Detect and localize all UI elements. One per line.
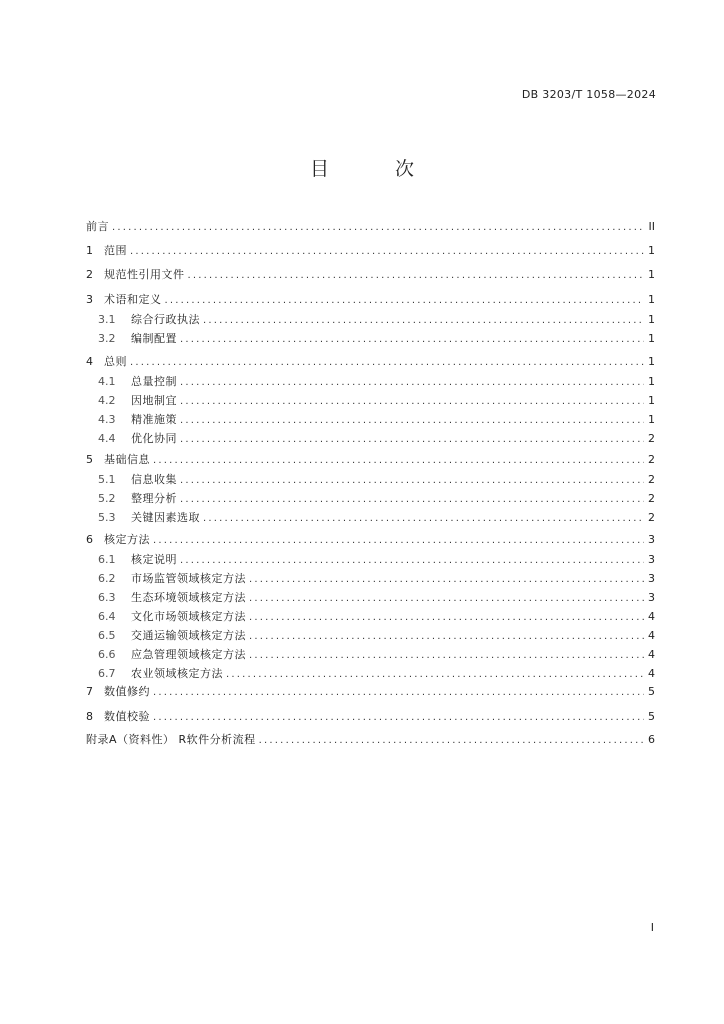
toc-entry[interactable] xyxy=(98,608,655,627)
toc-entry-number: 4.3 xyxy=(98,413,116,426)
dot-leader xyxy=(153,455,644,466)
dot-leader xyxy=(249,650,644,661)
toc-entry-title: 应急管理领域核定方法 xyxy=(131,648,246,661)
toc-entry-title: 农业领域核定方法 xyxy=(131,667,223,680)
toc-entry-title: 范围 xyxy=(104,244,127,257)
toc-entry-title: 信息收集 xyxy=(131,473,177,486)
toc-entry-page: 3 xyxy=(648,553,655,566)
toc-entry-number: 3.2 xyxy=(98,332,116,345)
toc-entry[interactable] xyxy=(86,218,655,237)
toc-entry-number: 4.2 xyxy=(98,394,116,407)
toc-entry-number: 6.4 xyxy=(98,610,116,623)
toc-entry-page: 1 xyxy=(648,244,655,257)
toc-entry-title: 规范性引用文件 xyxy=(104,268,185,281)
dot-leader xyxy=(249,612,644,623)
toc-entry-page: 1 xyxy=(648,413,655,426)
toc-entry-title: 数值修约 xyxy=(104,685,150,698)
toc-entry-number: 4 xyxy=(86,355,93,368)
toc-entry-title: 核定说明 xyxy=(131,553,177,566)
toc-entry-title: 总量控制 xyxy=(131,375,177,388)
toc-entry[interactable] xyxy=(86,266,655,285)
toc-entry-number: 6 xyxy=(86,533,93,546)
toc-entry[interactable] xyxy=(98,311,655,330)
dot-leader xyxy=(180,415,644,426)
toc-entry-page: 2 xyxy=(648,453,655,466)
toc-entry-page: 3 xyxy=(648,533,655,546)
toc-entry-number: 6.1 xyxy=(98,553,116,566)
dot-leader xyxy=(130,357,644,368)
dot-leader xyxy=(165,295,645,306)
toc-entry[interactable] xyxy=(86,353,655,372)
toc-entry-title: 文化市场领域核定方法 xyxy=(131,610,246,623)
toc-entry-page: 6 xyxy=(648,733,655,746)
toc-entry-number: 6.3 xyxy=(98,591,116,604)
toc-entry[interactable] xyxy=(98,411,655,430)
toc-entry-page: 3 xyxy=(648,572,655,585)
toc-entry-title: 整理分析 xyxy=(131,492,177,505)
toc-entry[interactable] xyxy=(98,570,655,589)
toc-entry-page: 2 xyxy=(648,511,655,524)
toc-entry[interactable] xyxy=(86,531,655,550)
toc-entry-number: 6.5 xyxy=(98,629,116,642)
toc-entry-number: 5.1 xyxy=(98,473,116,486)
toc-entry[interactable] xyxy=(86,451,655,470)
toc-entry[interactable] xyxy=(98,551,655,570)
toc-entry-title: 市场监管领域核定方法 xyxy=(131,572,246,585)
toc-entry-title: 综合行政执法 xyxy=(131,313,200,326)
toc-entry-number: 1 xyxy=(86,244,93,257)
toc-entry[interactable] xyxy=(86,683,655,702)
dot-leader xyxy=(130,246,644,257)
dot-leader xyxy=(249,593,644,604)
toc-entry-title: 优化协同 xyxy=(131,432,177,445)
toc-entry-number: 5.2 xyxy=(98,492,116,505)
dot-leader xyxy=(188,270,645,281)
toc-entry-number: 2 xyxy=(86,268,93,281)
toc-entry-number: 6.2 xyxy=(98,572,116,585)
dot-leader xyxy=(180,396,644,407)
dot-leader xyxy=(153,687,644,698)
toc-entry-number: 6.7 xyxy=(98,667,116,680)
dot-leader xyxy=(153,535,644,546)
dot-leader xyxy=(180,334,644,345)
toc-entry-title: 总则 xyxy=(104,355,127,368)
toc-entry-number: 3.1 xyxy=(98,313,116,326)
dot-leader xyxy=(226,669,644,680)
page-title: 目 次 xyxy=(309,158,445,180)
toc-entry[interactable] xyxy=(98,627,655,646)
toc-entry[interactable] xyxy=(98,471,655,490)
toc-entry-page: 1 xyxy=(648,268,655,281)
toc-entry[interactable] xyxy=(86,242,655,261)
toc-entry-page: II xyxy=(648,220,655,233)
toc-entry-title: 数值校验 xyxy=(104,710,150,723)
toc-entry-page: 1 xyxy=(648,332,655,345)
toc-entry-page: 4 xyxy=(648,629,655,642)
dot-leader xyxy=(203,513,644,524)
toc-entry[interactable] xyxy=(86,291,655,310)
document-code: DB 3203/T 1058—2024 xyxy=(521,88,656,101)
toc-entry-page: 4 xyxy=(648,610,655,623)
toc-entry-number: 4.4 xyxy=(98,432,116,445)
toc-entry-number: 6.6 xyxy=(98,648,116,661)
toc-entry[interactable] xyxy=(98,665,655,684)
toc-entry-title: 交通运输领域核定方法 xyxy=(131,629,246,642)
toc-entry-title: 生态环境领域核定方法 xyxy=(131,591,246,604)
toc-entry-page: 2 xyxy=(648,492,655,505)
toc-entry-page: 1 xyxy=(648,375,655,388)
toc-entry-title: 术语和定义 xyxy=(104,293,162,306)
toc-entry-number: 4.1 xyxy=(98,375,116,388)
dot-leader xyxy=(203,315,644,326)
dot-leader xyxy=(153,712,644,723)
toc-entry[interactable] xyxy=(98,392,655,411)
toc-entry-page: 1 xyxy=(648,313,655,326)
toc-entry-page: 5 xyxy=(648,710,655,723)
toc-entry-number: 8 xyxy=(86,710,93,723)
toc-entry-title: 前言 xyxy=(86,220,109,233)
toc-entry-title: 附录A（资料性） R软件分析流程 xyxy=(86,733,256,746)
toc-entry-page: 2 xyxy=(648,473,655,486)
toc-entry[interactable] xyxy=(98,373,655,392)
dot-leader xyxy=(180,494,644,505)
dot-leader xyxy=(249,574,644,585)
toc-entry-number: 7 xyxy=(86,685,93,698)
toc-entry-number: 3 xyxy=(86,293,93,306)
toc-entry-page: 2 xyxy=(648,432,655,445)
toc-entry[interactable] xyxy=(98,646,655,665)
toc-entry[interactable] xyxy=(98,490,655,509)
dot-leader xyxy=(180,434,644,445)
toc-entry-title: 基础信息 xyxy=(104,453,150,466)
toc-entry[interactable] xyxy=(86,731,655,750)
dot-leader xyxy=(112,222,644,233)
toc-entry[interactable] xyxy=(98,509,655,528)
toc-entry-number: 5.3 xyxy=(98,511,116,524)
toc-entry-page: 4 xyxy=(648,648,655,661)
toc-entry-title: 编制配置 xyxy=(131,332,177,345)
toc-entry[interactable] xyxy=(86,708,655,727)
dot-leader xyxy=(259,735,644,746)
dot-leader xyxy=(180,377,644,388)
toc-entry-page: 1 xyxy=(648,394,655,407)
toc-entry-title: 关键因素选取 xyxy=(131,511,200,524)
dot-leader xyxy=(180,555,644,566)
toc-entry-page: 5 xyxy=(648,685,655,698)
toc-entry[interactable] xyxy=(98,589,655,608)
toc-entry[interactable] xyxy=(98,430,655,449)
toc-entry-page: 4 xyxy=(648,667,655,680)
toc-entry-page: 1 xyxy=(648,355,655,368)
dot-leader xyxy=(249,631,644,642)
dot-leader xyxy=(180,475,644,486)
toc-entry[interactable] xyxy=(98,330,655,349)
toc-entry-title: 精准施策 xyxy=(131,413,177,426)
toc-entry-page: 1 xyxy=(648,293,655,306)
toc-entry-title: 因地制宜 xyxy=(131,394,177,407)
toc-entry-title: 核定方法 xyxy=(104,533,150,546)
page-number: I xyxy=(650,921,654,934)
toc-entry-number: 5 xyxy=(86,453,93,466)
toc-entry-page: 3 xyxy=(648,591,655,604)
